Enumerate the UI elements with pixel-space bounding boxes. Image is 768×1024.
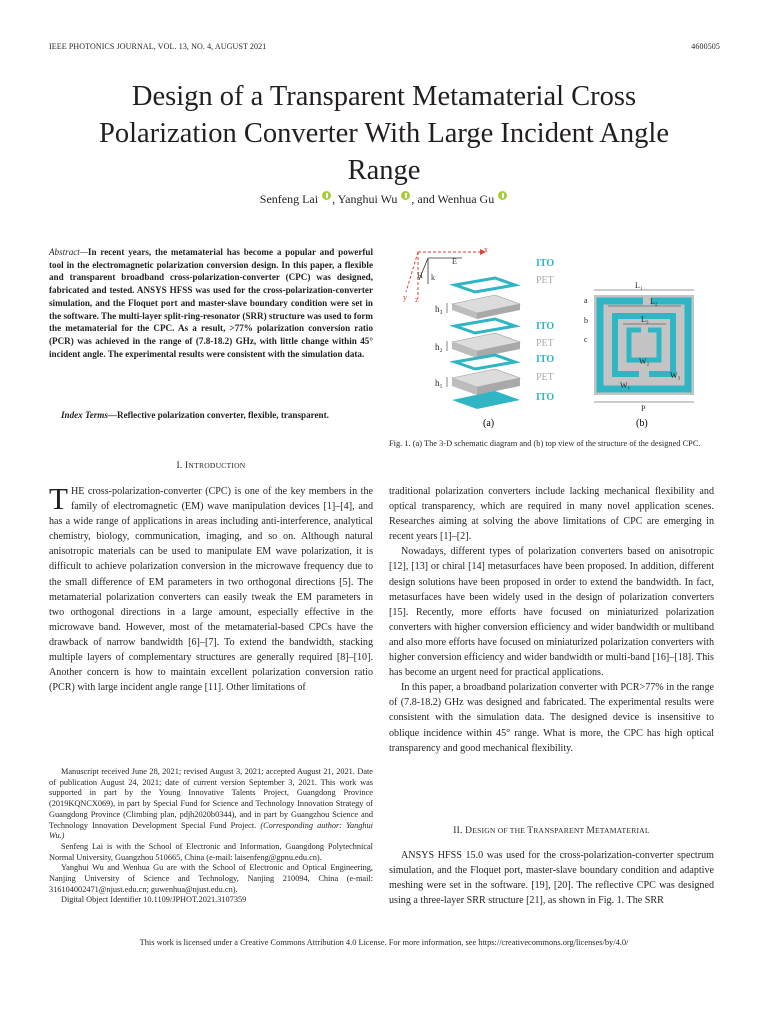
ito-ring-layer [455,355,515,369]
dim-l3: L₃ [641,315,649,324]
orcid-icon[interactable] [322,191,331,200]
introduction-text: HE cross-polarization-converter (CPC) is one of the key members in the family of electromagnetic (EM) wave manipulation devices [1]–[4], and has a wide range of applications in areas including anti-interference, analytical chemistry, biology, communication, imaging, and so on. Although natural anisotropic materials can be used to manipulate EM wave polarization, it is difficult to achieve polarization conversion in the microwave frequency due to the small difference of EM parameters in two orthogonal directions [5]. The metamaterial polarization converters can easily tweak the EM parameters in two orthogonal directions in a large amount, especially effective in the microwave band. However, most of the metamaterial-based CPCs have the drawback of narrow bandwidth [6]–[7]. To extend the bandwidth, stacking multiple layers of complementary structures are generally required [8]–[10]. Another concern is how to maintain excellent polarization conversion ratio (PCR) with large incident angle range [11]. Other limitations of [49,486,373,694]
author-separator: , and [411,192,438,206]
layer-label-ito: ITO [536,392,555,403]
section-heading-introduction [49,461,373,471]
license-notice: This work is licensed under a Creative Commons Attribution 4.0 License. For more information, see https://creativecommons.org/licenses/by/4.0/ [139,938,629,947]
footnote-affiliation-2: Yanghui Wu and Wenhua Gu are with the School of Electronic and Optical Engineering, Nanjing University of Science and Technology, Nanjing 210094, China (e-mail: 316104002471@njust.edu.cn; guwenhua@njust.edu.cn). [49,863,373,894]
author-name: Senfeng Lai [259,192,319,206]
dim-w3: W₃ [670,371,681,380]
introduction-body [49,481,373,695]
orcid-icon[interactable] [498,191,507,200]
section-title-initial: M [586,826,595,836]
axis-label-x: x [484,245,488,254]
drop-cap: T [49,481,68,516]
index-terms [49,409,373,422]
orcid-icon[interactable] [401,191,410,200]
layer-label-pet: PET [536,338,554,349]
running-header-page-number: 4600505 [691,42,720,51]
author-name: Yanghui Wu [337,192,398,206]
height-label-h1: h₁ [435,378,443,388]
layer-labels [536,258,554,403]
section-heading-design [389,826,714,836]
dim-w2: W₂ [639,357,650,366]
figure-1 [395,240,725,430]
author-name: Wenhua Gu [437,192,495,206]
paragraph: ANSYS HFSS 15.0 was used for the cross-polarization-converter spectrum simulation, and the Floquet port, master-slave boundary condition and adaptive meshing were set in the software. [19], [20]. The reflective CPC was designed using a three-layer SRR structure [21], as shown in Fig. 1. The SRR [389,850,714,907]
dim-b: b [584,316,588,325]
section-2-body [389,848,714,908]
abstract-text: In recent years, the metamaterial has become a popular and powerful tool in the electromagnetic polarization conversion design. In this paper, a flexible and transparent broadband cross-polarization-converter (CPC) was designed, fabricated and tested. ANSYS HFSS was used for the cross-polarization-converter simulation, and the Floquet port and master-slave boundary condition were set in the software. The multi-layer split-ring-resonator (SRR) structure was used to form the metamaterial for the CPC. As a result, >77% polarization conversion ratio (PCR) was achieved in the range of (7.8-18.2) GHz, with little change within 45° incident angle. The experimental results were consistent with the simulation data. [49,247,373,359]
field-label-e: E [452,257,457,266]
section-title-initial: I [185,461,189,471]
section-number: II. [453,826,466,836]
height-label-h2: h₂ [435,342,443,352]
dim-p: P [641,404,646,413]
ito-ground-layer [452,391,520,409]
figure-caption: Fig. 1. (a) The 3-D schematic diagram and (b) top view of the structure of the designed CPC. [389,439,701,448]
author-list: Senfeng Lai , Yanghui Wu , and Wenhua Gu [60,191,708,207]
axis-label-y: y [403,293,407,302]
section-title-rest: ESIGN OF THE [472,826,528,835]
running-header-journal: IEEE PHOTONICS JOURNAL, VOL. 13, NO. 4, AUGUST 2021 [49,42,267,51]
dim-l2: L₂ [650,297,658,306]
index-terms-label: Index Terms— [61,410,118,420]
paragraph: In this paper, a broadband polarization converter with PCR>77% in the range of (7.8-18.2) GHz was designed and fabricated. The experimental results were consistent with the simulation data. The designed device is insensitive to oblique incidence within 45° range. What is more, the CPC has high optical transparency and good mechanical flexibility. [389,682,714,754]
field-label-h: H [417,271,423,280]
paper-title: Design of a Transparent Metamaterial Cross Polarization Converter With Large Incident Angle Range [98,81,669,186]
layer-stack [452,278,520,409]
footnote-affiliation-1: Senfeng Lai is with the School of Electronic and Information, Guangdong Polytechnical Normal University, Guangzhou 510665, China (e-mail: laisenfeng@gpnu.edu.cn). [49,841,373,862]
layer-label-ito: ITO [536,321,555,332]
height-markers [435,303,447,388]
layer-label-ito: ITO [536,258,555,269]
corresponding-author: (Corresponding author: Yanghui Wu.) [49,820,373,841]
subfigure-label-b: (b) [636,418,648,429]
index-terms-text: Reflective polarization converter, flexible, transparent. [117,410,329,420]
section-title-rest: NTRODUCTION [188,461,246,470]
subfigure-label-a: (a) [483,418,495,429]
section-number: I. [176,461,186,471]
coordinate-axes [403,245,488,304]
section-title-rest: RANSPARENT [533,826,587,835]
ito-ring-layer [455,278,515,292]
footnote-manuscript: Manuscript received June 28, 2021; revised August 3, 2021; accepted August 21, 2021. Date of publication August 24, 2021; date of current version September 3, 2021. This work was supported in part by the Young Innovative Talents Project, Guangdong Province (2019KQNCX069), in part by Special Fund for Science and Technology Innovation Strategy of Guangdong Province (Climbing plan, pdjh2020b0344), and in part by Guangzhou Science and Technology Innovation Development Special Fund Project. [49,767,373,830]
top-view [594,295,694,395]
height-label-h3: h₃ [435,304,443,314]
field-label-k: k [431,273,435,282]
section-title-rest: ETAMATERIAL [594,826,650,835]
abstract-label: Abstract— [49,247,88,257]
dim-w1: W₁ [620,381,631,390]
layer-label-ito: ITO [536,354,555,365]
abstract [49,246,373,360]
dim-l1: L₁ [635,281,643,290]
axis-label-z: z [415,295,419,304]
paragraph: traditional polarization converters include lacking mechanical flexibility and optical transparency, which are required in many novel application scenes. Researches aiming at solving the above limitations of CPC are emerging in recent years [1]–[2]. [389,486,714,543]
dim-a: a [584,296,588,305]
ito-ring-layer [455,319,515,333]
layer-label-pet: PET [536,275,554,286]
footnote [49,767,373,906]
dim-c: c [584,335,588,344]
footnote-doi: Digital Object Identifier 10.1109/JPHOT.2021.3107359 [61,895,247,905]
right-column-body [389,484,714,756]
section-title-initial: T [527,826,534,836]
section-title-initial: D [465,826,473,836]
paragraph: Nowadays, different types of polarization converters based on anisotropic [12], [13] or chiral [14] metasurfaces have been proposed. In addition, different design solutions have been proposed in order to extend the bandwidth. In fact, metasurfaces have been widely used in the design of polarization converters [15]. Recently, more efforts have focused on miniaturized polarization converters with higher conversion efficiency and wider bandwidth or multiband and also more efforts have focused on miniaturized polarization converters with higher conversion efficiency and wider bandwidth or multi-band [16]–[18]. This has become an urgent need for practical applications. [389,546,714,679]
layer-label-pet: PET [536,372,554,383]
